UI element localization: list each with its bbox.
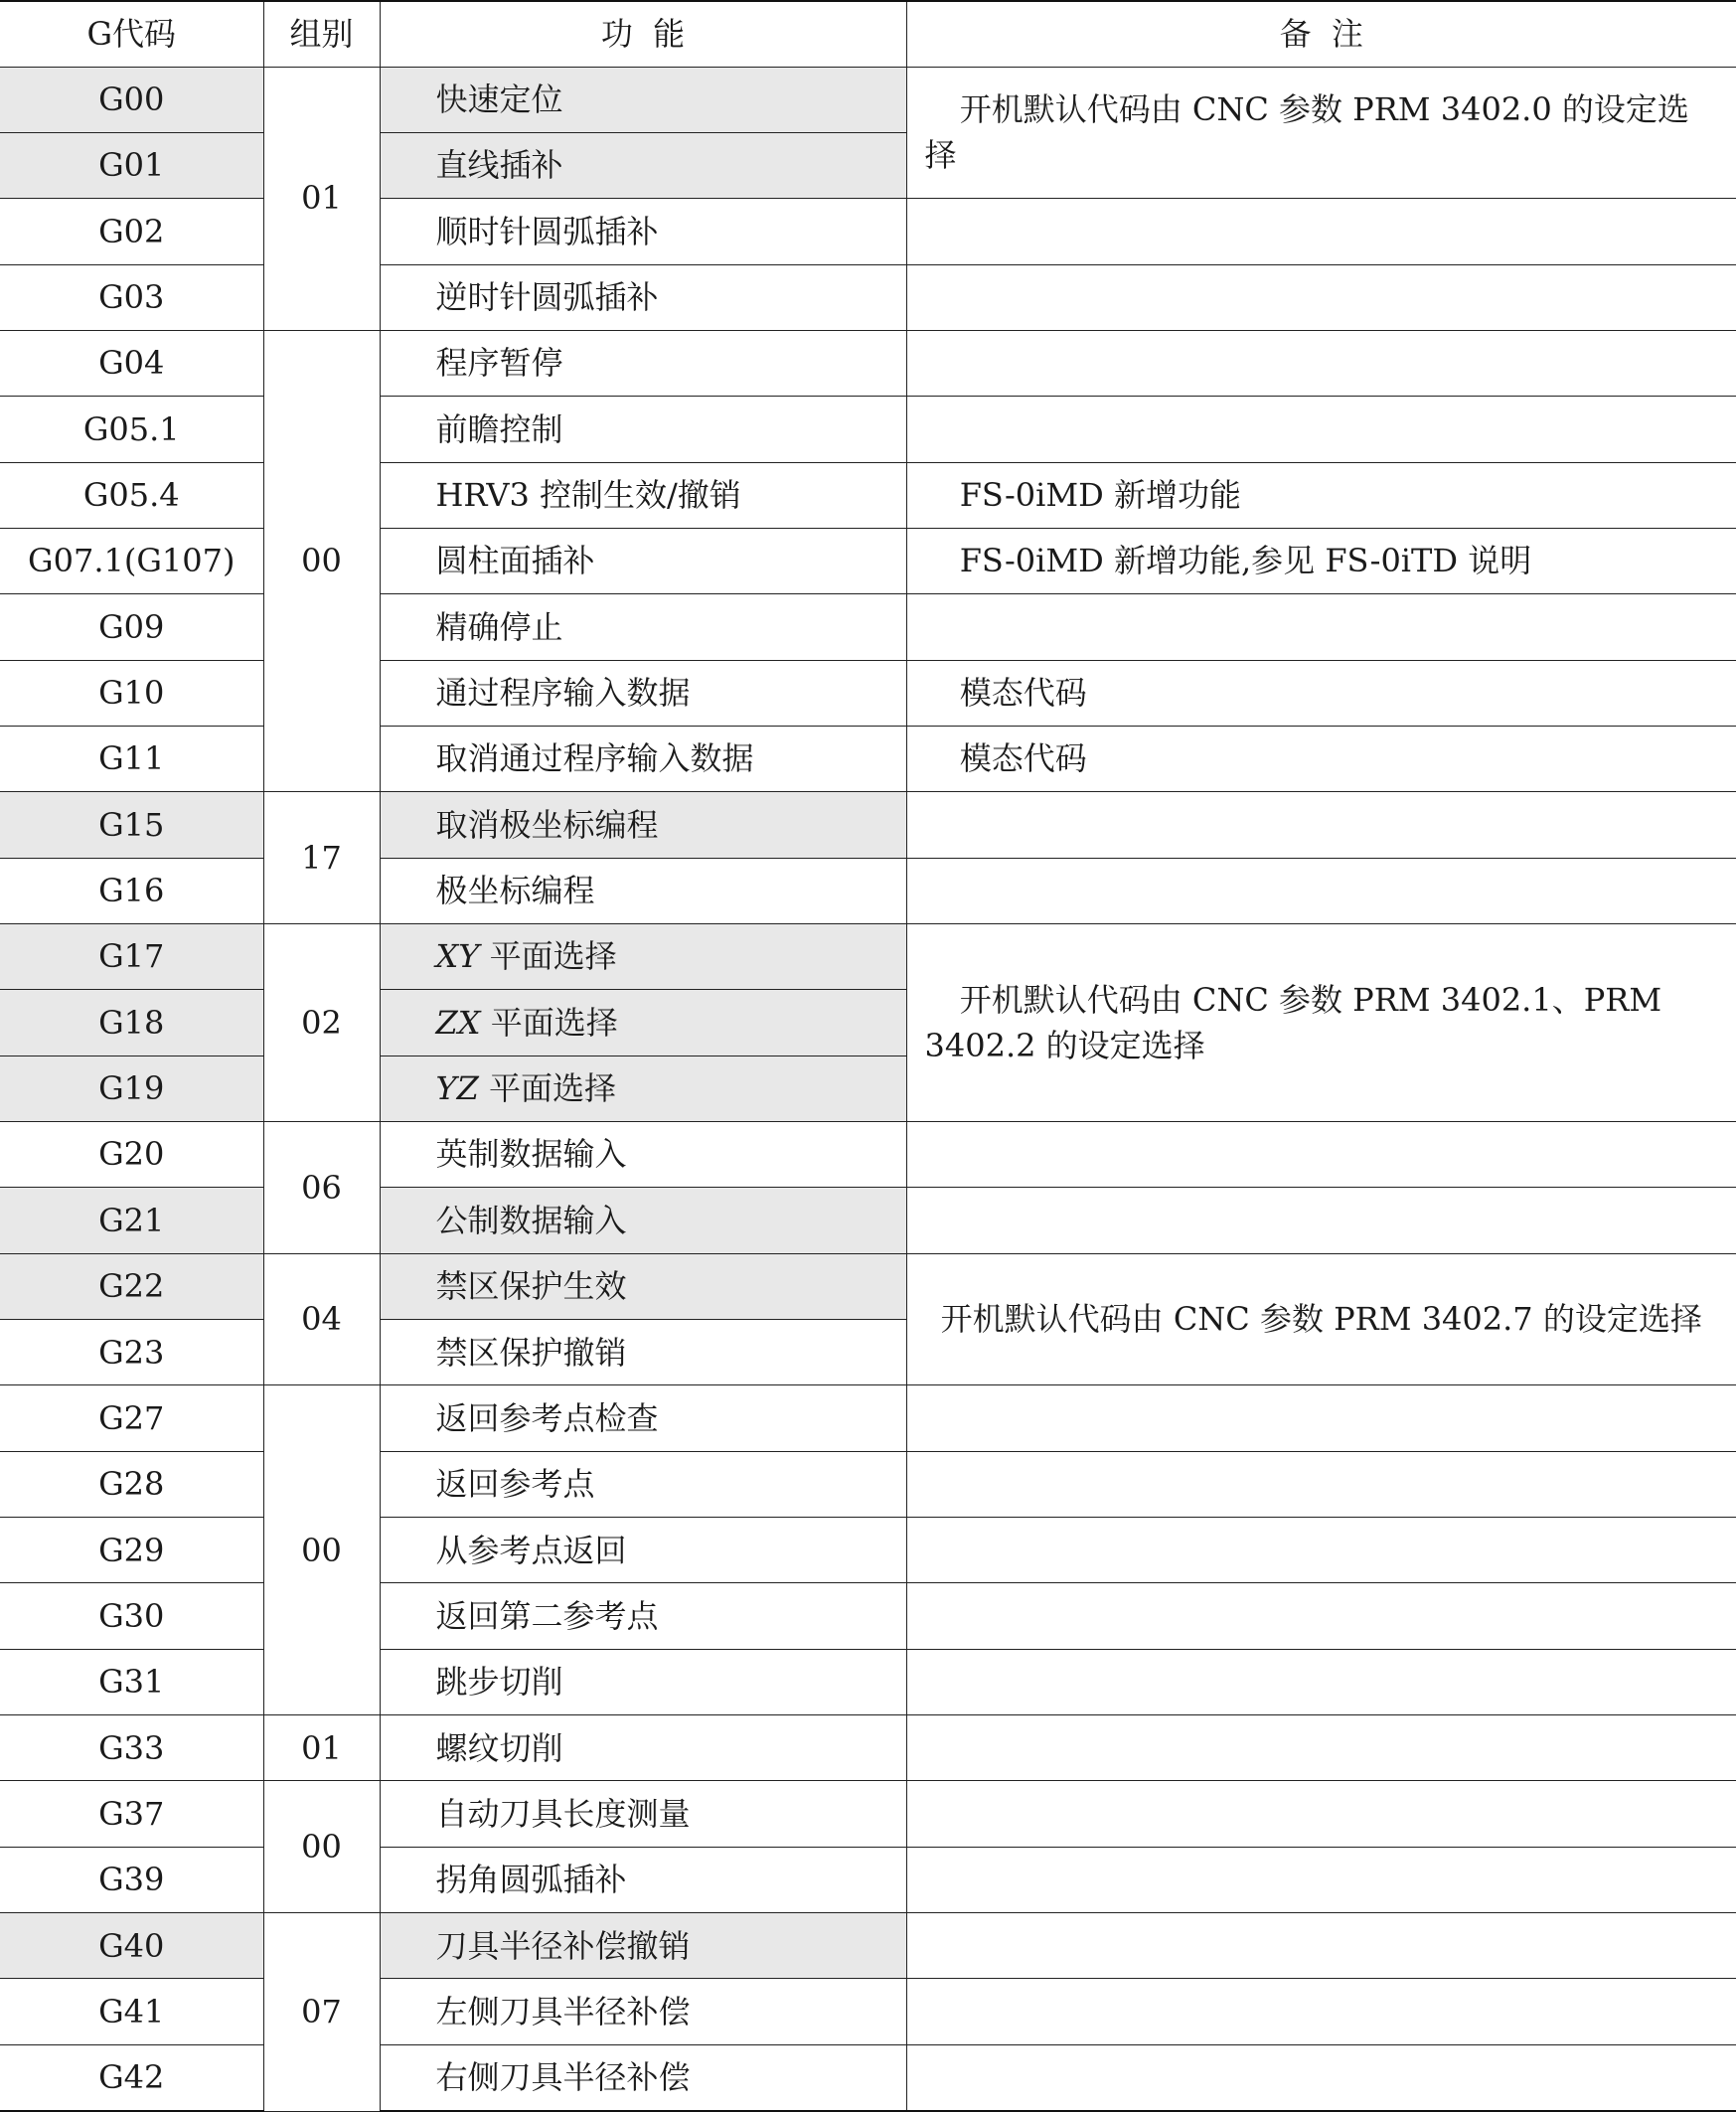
note-cell: 开机默认代码由 CNC 参数 PRM 3402.1、PRM 3402.2 的设定选择 xyxy=(906,923,1736,1121)
note-cell xyxy=(906,1715,1736,1781)
function-cell xyxy=(380,990,906,1056)
function-cell: 禁区保护生效 xyxy=(380,1253,906,1319)
table-row xyxy=(0,199,1736,264)
group-cell: 17 xyxy=(263,792,380,924)
header-group: 组别 xyxy=(263,1,380,67)
note-cell xyxy=(906,1188,1736,1253)
table-row xyxy=(0,397,1736,462)
table-row xyxy=(0,1913,1736,1979)
plane-axes: ZX xyxy=(435,1003,481,1042)
group-cell: 00 xyxy=(263,330,380,791)
g-code-cell: G07.1(G107) xyxy=(0,528,263,593)
table-row xyxy=(0,1715,1736,1781)
plane-axes: XY xyxy=(435,937,480,976)
note-cell: 开机默认代码由 CNC 参数 PRM 3402.7 的设定选择 xyxy=(906,1253,1736,1385)
note-cell xyxy=(906,1122,1736,1188)
g-code-cell: G21 xyxy=(0,1188,263,1253)
function-cell: 拐角圆弧插补 xyxy=(380,1847,906,1912)
note-cell xyxy=(906,792,1736,858)
g-code-cell: G17 xyxy=(0,923,263,989)
function-text: 平面选择 xyxy=(480,1003,618,1042)
table-row xyxy=(0,1649,1736,1714)
function-cell: 取消通过程序输入数据 xyxy=(380,726,906,791)
g-code-cell: G09 xyxy=(0,594,263,660)
note-cell: 开机默认代码由 CNC 参数 PRM 3402.0 的设定选择 xyxy=(906,67,1736,199)
function-cell: 通过程序输入数据 xyxy=(380,660,906,726)
g-code-cell: G37 xyxy=(0,1781,263,1847)
table-header-row xyxy=(0,1,1736,67)
table-row xyxy=(0,1781,1736,1847)
group-cell: 07 xyxy=(263,1913,380,2111)
group-cell: 02 xyxy=(263,923,380,1121)
g-code-cell: G22 xyxy=(0,1253,263,1319)
g-code-cell: G11 xyxy=(0,726,263,791)
table-row xyxy=(0,1451,1736,1517)
table-row xyxy=(0,528,1736,593)
table-row xyxy=(0,264,1736,330)
table-row xyxy=(0,594,1736,660)
table-row xyxy=(0,1385,1736,1451)
note-cell: 模态代码 xyxy=(906,726,1736,791)
function-cell: 逆时针圆弧插补 xyxy=(380,264,906,330)
g-code-cell: G16 xyxy=(0,858,263,923)
table-row xyxy=(0,1188,1736,1253)
note-cell xyxy=(906,1847,1736,1912)
table-row xyxy=(0,923,1736,989)
table-row xyxy=(0,726,1736,791)
table-row xyxy=(0,2044,1736,2111)
note-cell xyxy=(906,397,1736,462)
g-code-cell: G01 xyxy=(0,132,263,198)
group-cell: 04 xyxy=(263,1253,380,1385)
function-cell: 顺时针圆弧插补 xyxy=(380,199,906,264)
table-row xyxy=(0,1253,1736,1319)
function-cell: 跳步切削 xyxy=(380,1649,906,1714)
group-cell: 01 xyxy=(263,1715,380,1781)
header-function: 功 能 xyxy=(380,1,906,67)
note-cell xyxy=(906,1979,1736,2044)
function-cell: 程序暂停 xyxy=(380,330,906,396)
function-cell: 英制数据输入 xyxy=(380,1122,906,1188)
g-code-cell: G03 xyxy=(0,264,263,330)
header-g-code: G代码 xyxy=(0,1,263,67)
function-cell: 返回参考点检查 xyxy=(380,1385,906,1451)
table-row xyxy=(0,1518,1736,1583)
g-code-cell: G18 xyxy=(0,990,263,1056)
table-row xyxy=(0,67,1736,132)
function-cell: 返回第二参考点 xyxy=(380,1583,906,1649)
g-code-cell: G27 xyxy=(0,1385,263,1451)
function-cell: 返回参考点 xyxy=(380,1451,906,1517)
g-code-cell: G00 xyxy=(0,67,263,132)
g-code-cell: G42 xyxy=(0,2044,263,2111)
function-cell: 禁区保护撤销 xyxy=(380,1320,906,1385)
note-cell xyxy=(906,330,1736,396)
note-cell: FS-0iMD 新增功能 xyxy=(906,462,1736,528)
group-cell: 00 xyxy=(263,1385,380,1715)
function-cell: 自动刀具长度测量 xyxy=(380,1781,906,1847)
note-cell xyxy=(906,1649,1736,1714)
plane-axes: YZ xyxy=(435,1069,479,1108)
function-cell: 直线插补 xyxy=(380,132,906,198)
table-row xyxy=(0,1122,1736,1188)
table-row xyxy=(0,1583,1736,1649)
function-cell: 前瞻控制 xyxy=(380,397,906,462)
g-code-cell: G05.4 xyxy=(0,462,263,528)
g-code-cell: G20 xyxy=(0,1122,263,1188)
note-cell xyxy=(906,1781,1736,1847)
g-code-cell: G02 xyxy=(0,199,263,264)
function-cell: 左侧刀具半径补偿 xyxy=(380,1979,906,2044)
g-code-cell: G28 xyxy=(0,1451,263,1517)
note-cell xyxy=(906,1913,1736,1979)
group-cell: 06 xyxy=(263,1122,380,1254)
g-code-cell: G31 xyxy=(0,1649,263,1714)
function-cell: 精确停止 xyxy=(380,594,906,660)
function-cell: 刀具半径补偿撤销 xyxy=(380,1913,906,1979)
table-row xyxy=(0,858,1736,923)
function-cell xyxy=(380,1056,906,1121)
table-row xyxy=(0,330,1736,396)
g-code-cell: G19 xyxy=(0,1056,263,1121)
function-cell: 螺纹切削 xyxy=(380,1715,906,1781)
function-cell: HRV3 控制生效/撤销 xyxy=(380,462,906,528)
note-cell xyxy=(906,1451,1736,1517)
g-code-cell: G33 xyxy=(0,1715,263,1781)
function-cell: 圆柱面插补 xyxy=(380,528,906,593)
table-row xyxy=(0,660,1736,726)
header-note: 备 注 xyxy=(906,1,1736,67)
g-code-cell: G39 xyxy=(0,1847,263,1912)
note-cell xyxy=(906,858,1736,923)
g-code-cell: G29 xyxy=(0,1518,263,1583)
function-cell: 极坐标编程 xyxy=(380,858,906,923)
group-cell: 01 xyxy=(263,67,380,330)
note-cell xyxy=(906,199,1736,264)
note-cell xyxy=(906,264,1736,330)
function-cell xyxy=(380,923,906,989)
function-cell: 右侧刀具半径补偿 xyxy=(380,2044,906,2111)
g-code-cell: G40 xyxy=(0,1913,263,1979)
function-cell: 从参考点返回 xyxy=(380,1518,906,1583)
function-cell: 快速定位 xyxy=(380,67,906,132)
note-cell xyxy=(906,2044,1736,2111)
note-cell xyxy=(906,1385,1736,1451)
table-row xyxy=(0,1847,1736,1912)
note-cell: 模态代码 xyxy=(906,660,1736,726)
note-cell xyxy=(906,594,1736,660)
table-row xyxy=(0,462,1736,528)
g-code-cell: G15 xyxy=(0,792,263,858)
g-code-cell: G41 xyxy=(0,1979,263,2044)
g-code-cell: G30 xyxy=(0,1583,263,1649)
g-code-cell: G10 xyxy=(0,660,263,726)
note-cell xyxy=(906,1583,1736,1649)
g-code-cell: G23 xyxy=(0,1320,263,1385)
function-cell: 取消极坐标编程 xyxy=(380,792,906,858)
function-text: 平面选择 xyxy=(478,1069,617,1108)
table-row xyxy=(0,1979,1736,2044)
note-cell xyxy=(906,1518,1736,1583)
g-code-cell: G04 xyxy=(0,330,263,396)
function-text: 平面选择 xyxy=(479,937,617,976)
group-cell: 00 xyxy=(263,1781,380,1913)
table-row xyxy=(0,792,1736,858)
function-cell: 公制数据输入 xyxy=(380,1188,906,1253)
g-code-cell: G05.1 xyxy=(0,397,263,462)
note-cell: FS-0iMD 新增功能,参见 FS-0iTD 说明 xyxy=(906,528,1736,593)
